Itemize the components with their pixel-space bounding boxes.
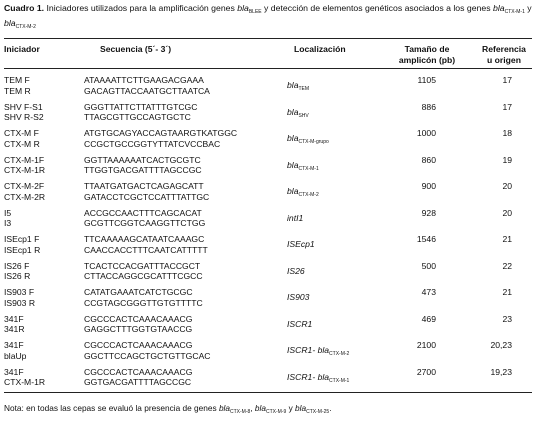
primer-reverse: I3 [4,218,12,228]
location-cell [287,319,312,334]
sequence-reverse: GATACCTCGCTCCATTTATTGC [84,191,210,202]
amplicon-size-cell: 928 [421,207,436,218]
location-sub: CTX-M-1 [298,165,319,172]
sequence-forward: TCACTCCACGATTTACCGCT [84,260,201,271]
caption-label: Cuadro 1. [4,3,45,13]
amplicon-size-cell: 500 [421,260,436,271]
sequence-reverse: GGCTTCCAGCTGCTGTTGCAC [84,350,211,361]
location-main: IS [287,265,296,276]
location-cell [287,186,319,201]
sequence-reverse: GACAGTTACCAATGCTTAATCA [84,85,210,96]
amplicon-size-cell: 473 [421,287,436,297]
sequence-forward: ATAAAATTCTTGAAGACGAAA [84,75,204,85]
reference-cell: 18 [502,128,512,138]
amplicon-size-cell: 1546 [416,234,436,244]
sequence-reverse: GGTGACGATTTTAGCCGC [84,377,192,387]
sequence-forward: GGGTTATTCTTATTTGTCGC [84,101,198,112]
location-cell [287,372,349,387]
primer-forward: 341F [4,340,24,350]
sequence-forward: TTCAAAAAGCATAATCAAAGC [84,234,205,244]
header-referencia-line1: Referencia [482,44,526,54]
sequence-cell [84,102,197,123]
location-rest: 26 [295,265,305,276]
location-cell [287,345,349,360]
header-referencia [476,44,532,65]
sequence-forward: CATATGAAATCATCTGCGC [84,287,193,297]
primer-forward: TEM F [4,75,30,85]
location-main: bla [287,186,299,196]
sequence-cell [84,155,202,176]
table-row [0,287,536,313]
primer-reverse: CTX-M-2R [4,191,46,202]
sequence-reverse: CAACCACCTTTCAATCATTTTT [84,244,208,255]
location-rest: CR1 [295,318,313,329]
table-row [0,261,536,287]
primer-forward: 341F [4,313,24,324]
amplicon-size-cell: 2100 [416,340,436,350]
sequence-reverse: CCGCTGCCGGTYTTATCVCCBAC [84,138,221,149]
sequence-cell [84,340,211,361]
location-main: IS [287,318,296,329]
sequence-forward: CGCCCACTCAAACAAACG [84,340,193,350]
location-main: IS [287,292,296,302]
location-main: IS [287,345,296,355]
primer-forward: I5 [4,207,12,218]
primer-forward: CTX-M F [4,128,39,138]
caption-text-a: Iniciadores utilizados para la amplificación genes [44,3,238,13]
header-iniciador: Iniciador [4,44,40,54]
header-tamano-line2: amplicón (pb) [398,54,456,65]
sequence-reverse: CCGTAGCGGGTTGTGTTTTC [84,297,203,308]
location-cell [287,160,319,175]
sequence-cell [84,367,192,388]
table-row [0,340,536,366]
header-tamano-line1: Tamaño de [404,44,450,54]
note-text-c: y [286,403,296,413]
caption-gene-a-sub: BLEE [248,9,262,15]
amplicon-size-cell: 860 [421,154,436,165]
sequence-forward: ATGTGCAGYACCAGTAARGTKATGGC [84,128,238,138]
location-main: bla [287,133,299,143]
primer-name-cell [4,287,35,308]
header-secuencia: Secuencia (5´- 3´) [100,44,172,54]
table-row [0,314,536,340]
table-top-rule [4,38,532,39]
primer-reverse: CTX-M R [4,138,40,149]
location-cell [287,239,315,254]
primer-forward: CTX-M-2F [4,181,45,191]
table-note [4,403,332,417]
sequence-cell [84,234,208,255]
sequence-forward: GGTTAAAAAATCACTGCGTC [84,154,201,165]
note-gene-3-sub: CTX-M-25 [306,409,330,415]
amplicon-size-cell: 1000 [416,128,436,138]
location-main: IS [287,371,296,382]
sequence-reverse: TTGGTGACGATTTTAGCCGC [84,165,202,175]
sequence-forward: ACCGCCAACTTTCAGCACAT [84,207,202,218]
primer-reverse: IS903 R [4,297,36,308]
caption-gene-b: bla [492,3,505,13]
reference-cell: 21 [502,287,512,297]
amplicon-size-cell: 469 [421,313,436,324]
primer-name-cell [4,102,44,123]
primer-reverse: 341R [4,324,25,334]
primer-reverse: SHV R-S2 [4,112,44,122]
caption-text-c: y [524,3,532,13]
note-text-b: , [250,403,255,413]
header-localizacion: Localización [294,44,346,54]
sequence-forward: TTAATGATGACTCAGAGCATT [84,181,204,191]
primer-forward: 341F [4,366,24,377]
location-sub: TEM [298,86,310,92]
caption-gene-c: bla [4,18,16,28]
primer-name-cell [4,128,40,149]
location-cell [287,213,303,228]
sequence-cell [84,208,205,229]
sequence-cell [84,287,203,308]
reference-cell: 19,23 [490,366,512,377]
table-row [0,102,536,128]
primer-name-cell [4,208,11,229]
reference-cell: 17 [502,75,512,85]
primer-name-cell [4,261,30,282]
location-rest: 903 [295,292,310,302]
location-main: bla [287,159,299,170]
primer-reverse: IS26 R [4,271,31,281]
note-gene-1-sub: CTX-M-8 [230,409,251,415]
primer-forward: SHV F-S1 [4,101,43,112]
amplicon-size-cell: 886 [421,101,436,112]
location-sub-2: CTX-M-2 [329,351,350,357]
location-cell [287,80,309,95]
location-sub: SHV [298,112,309,119]
reference-cell: 17 [502,101,512,112]
amplicon-size-cell: 2700 [416,366,436,377]
reference-cell: 20 [502,181,512,191]
sequence-cell [84,314,192,335]
primer-forward: ISEcp1 F [4,234,40,244]
location-cell [287,292,309,307]
table-row [0,208,536,234]
sequence-cell [84,261,203,282]
location-main: IS [287,239,296,249]
reference-cell: 22 [502,260,512,271]
table-row [0,367,536,393]
header-referencia-line2: u origen [487,54,521,65]
caption-gene-b-sub: CTX-M-1 [504,9,525,15]
caption-text-b: y detección de elementos genéticos asociados a los genes [261,3,493,13]
amplicon-size-cell: 1105 [417,75,436,85]
reference-cell: 20,23 [490,340,512,350]
sequence-forward: CGCCCACTCAAACAAACG [84,313,193,324]
primer-name-cell [4,234,40,255]
location-sub-2: CTX-M-1 [329,377,350,384]
primer-reverse: CTX-M-1R [4,165,46,175]
table-row [0,234,536,260]
sequence-reverse: TTAGCGTTGCCAGTGCTC [84,112,191,122]
primer-name-cell [4,340,26,361]
table-caption [4,3,532,33]
reference-cell: 20 [502,207,512,218]
location-rest: CR1- bla [295,345,330,355]
primer-name-cell [4,367,45,388]
sequence-reverse: GCGTTCGGTCAAGGTTCTGG [84,218,206,228]
primer-name-cell [4,181,45,202]
table-header-rule [4,68,532,69]
caption-gene-c-sub: CTX-M-2 [15,24,36,30]
primer-reverse: ISEcp1 R [4,244,41,255]
primer-forward: IS26 F [4,260,30,271]
sequence-cell [84,181,209,202]
reference-cell: 23 [502,313,512,324]
primer-reverse: blaUp [4,350,27,361]
sequence-cell [84,75,210,96]
table-bottom-rule [4,392,532,393]
reference-cell: 19 [502,154,512,165]
caption-gene-a: bla [237,3,249,13]
table-row [0,75,536,101]
note-gene-2-sub: CTX-M-9 [266,409,287,415]
table-row [0,128,536,154]
sequence-cell [84,128,237,149]
sequence-reverse: CTTACCAGGCGCATTTCGCC [84,271,203,281]
note-text-a: Nota: en todas las cepas se evaluó la presencia de genes [4,403,219,413]
note-text-d: . [329,403,332,413]
location-cell [287,107,309,122]
primer-name-cell [4,155,45,176]
location-main: intI [287,212,299,223]
note-gene-1: bla [218,403,231,413]
primer-name-cell [4,75,31,96]
location-cell [287,133,329,148]
primer-forward: CTX-M-1F [4,154,45,165]
location-cell [287,266,305,281]
primer-name-cell [4,314,25,335]
location-main: bla [287,80,299,90]
header-tamano [392,44,462,65]
note-gene-3: bla [295,403,307,413]
location-rest: CR1- bla [295,371,330,382]
table-row [0,181,536,207]
location-rest: 1 [298,212,304,223]
primer-forward: IS903 F [4,287,35,297]
table-row [0,155,536,181]
note-gene-2: bla [254,403,266,413]
location-sub: CTX-M-grupo [298,139,329,145]
primer-reverse: TEM R [4,85,31,96]
location-main: bla [287,106,299,117]
sequence-forward: CGCCCACTCAAACAAACG [84,366,193,377]
reference-cell: 21 [502,234,512,244]
location-sub: CTX-M-2 [298,192,319,198]
amplicon-size-cell: 900 [421,181,436,191]
location-rest: Ecp1 [295,239,315,249]
sequence-reverse: GAGGCTTTGGTGTAACCG [84,324,193,334]
primer-reverse: CTX-M-1R [4,377,46,387]
